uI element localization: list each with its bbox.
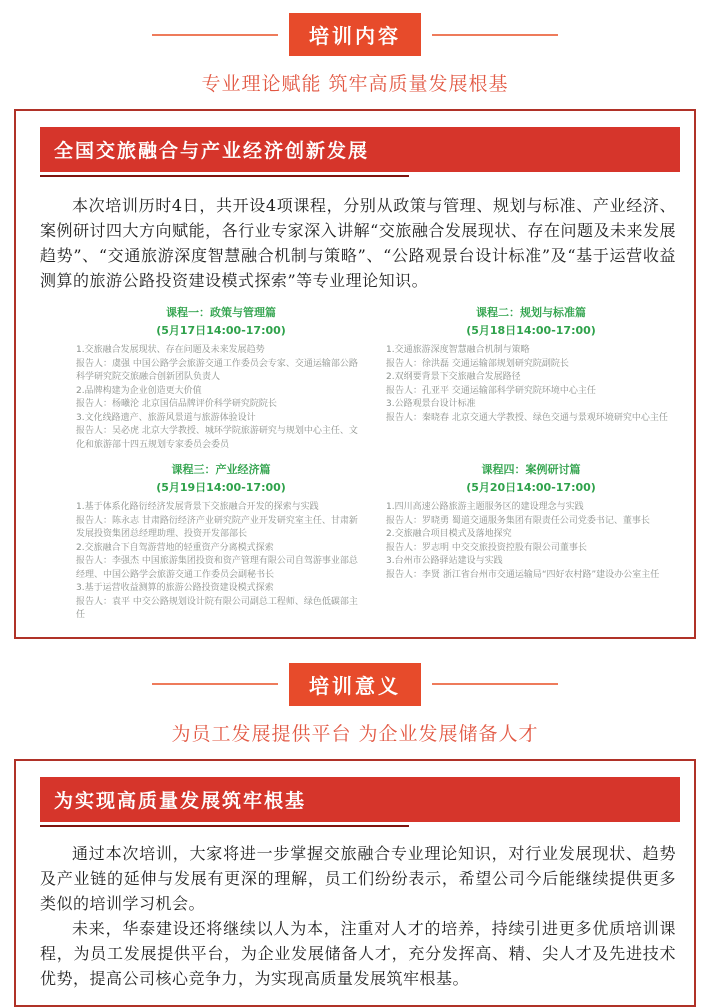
course-line: 1.交旅融合发展现状、存在问题及未来发展趋势 (76, 345, 265, 355)
banner-left-line (152, 34, 278, 36)
course-block-2 (386, 305, 676, 452)
training-intro-paragraph: 本次培训历时4日，共开设4项课程，分别从政策与管理、规划与标准、产业经济、案例研讨四大方向赋能，各行业专家深入讲解“交旅融合发展现状、存在问题及未来发展趋势”、“交通旅游深度智慧融合机制与策略”、“公路观景台设计标准”及“基于运营收益测算的旅游公路投资建设模式探索”等专业理论知识。 (40, 196, 676, 290)
banner-training-content (0, 13, 710, 56)
course-line: 报告人：陈永志 甘肃路衍经济产业研究院产业开发研究室主任、甘肃新发展投资集团总经理助理、投资开发部部长 (76, 515, 358, 539)
course-3-title: 课程三：产业经济篇 (171, 463, 271, 476)
course-line: 报告人：袁平 中交公路规划设计院有限公司副总工程师、绿色低碳部主任 (76, 596, 358, 620)
course-1-lines (76, 344, 366, 452)
course-line: 报告人：李贤 浙江省台州市交通运输局“四好农村路”建设办公室主任 (386, 569, 660, 580)
banner-subtitle-1: 专业理论赋能 筑牢高质量发展根基 (201, 73, 509, 95)
course-line: 2.品牌构建为企业创造更大价值 (76, 385, 202, 396)
card-training-content (14, 109, 696, 639)
course-line: 3.公路观景台设计标准 (386, 399, 476, 409)
course-3-lines (76, 501, 366, 623)
banner-training-significance (0, 663, 710, 706)
course-line: 2.交旅融合项目模式及落地探究 (386, 529, 512, 539)
course-line: 报告人：杨曦沦 北京国信品牌评价科学研究院院长 (76, 399, 277, 409)
course-line: 报告人：徐洪磊 交通运输部规划研究院副院长 (386, 358, 569, 369)
spacer (0, 639, 710, 663)
course-line: 3.文化线路遗产、旅游风景道与旅游体验设计 (76, 412, 256, 423)
course-line: 1.交通旅游深度智慧融合机制与策略 (386, 345, 530, 355)
card-header-1: 全国交旅融合与产业经济创新发展 (40, 127, 680, 172)
course-3-date: (5月19日14:00-17:00) (156, 481, 286, 494)
card-training-significance (14, 759, 696, 1007)
significance-paragraph-2: 未来，华泰建设还将继续以人为本，注重对人才的培养，持续引进更多优质培训课程，为员工发展提供平台，为企业发展储备人才，充分发挥高、精、尖人才及先进技术优势，提高公司核心竞争力，为实现高质量发展筑牢根基。 (40, 918, 676, 988)
course-line: 报告人：秦晓春 北京交通大学教授、绿色交通与景观环境研究中心主任 (386, 412, 668, 423)
course-2-date: (5月18日14:00-17:00) (466, 324, 596, 337)
banner-title-training-significance: 培训意义 (289, 663, 421, 706)
course-line: 2.双纲要背景下交旅融合发展路径 (386, 372, 521, 382)
course-line: 1.四川高速公路旅游主题服务区的建设理念与实践 (386, 502, 584, 512)
course-line: 报告人：罗晓勇 蜀道交通服务集团有限责任公司党委书记、董事长 (386, 515, 650, 526)
course-4-title: 课程四：案例研讨篇 (481, 463, 581, 476)
banner-subtitle-2: 为员工发展提供平台 为企业发展储备人才 (171, 722, 539, 745)
card-header-underline-2 (40, 825, 409, 827)
course-line: 报告人：罗志明 中交交旅投资控股有限公司董事长 (386, 542, 587, 553)
course-block-1 (76, 305, 366, 452)
course-4-lines (386, 501, 676, 582)
course-line: 3.台州市公路驿站建设与实践 (386, 556, 503, 566)
course-1-date: (5月17日14:00-17:00) (156, 324, 286, 337)
course-line: 1.基于体系化路衍经济发展背景下交旅融合开发的探索与实践 (76, 502, 319, 512)
banner-right-line (432, 683, 558, 685)
course-line: 报告人：李强杰 中国旅游集团投资和资产管理有限公司自驾游事业部总经理、中国公路学会旅游交通工作委员会副秘书长 (76, 556, 358, 580)
course-block-4 (386, 462, 676, 623)
significance-paragraph-1: 通过本次培训，大家将进一步掌握交旅融合专业理论知识，对行业发展现状、趋势及产业链的延伸与发展有更深的理解，员工们纷纷表示，希望公司今后能继续提供更多类似的培训学习机会。 (40, 843, 676, 913)
banner-left-line (152, 683, 278, 685)
course-line: 报告人：虞强 中国公路学会旅游交通工作委员会专家、交通运输部公路科学研究院交旅融合创新团队负责人 (76, 358, 358, 382)
course-4-date: (5月20日14:00-17:00) (466, 481, 596, 494)
course-2-lines (386, 344, 676, 425)
course-line: 报告人：孔亚平 交通运输部科学研究院环境中心主任 (386, 385, 596, 396)
course-block-3 (76, 462, 366, 623)
course-line: 报告人：吴必虎 北京大学教授、城环学院旅游研究与规划中心主任、文化和旅游部十四五规划专家委员会委员 (76, 426, 358, 450)
card-header-2: 为实现高质量发展筑牢根基 (40, 777, 680, 822)
banner-right-line (432, 34, 558, 36)
course-line: 3.基于运营收益测算的旅游公路投资建设模式探索 (76, 583, 274, 593)
course-line: 2.交旅融合下自驾游营地的轻重资产分离模式探索 (76, 542, 274, 553)
card-header-underline-1 (40, 175, 409, 177)
course-2-title: 课程二：规划与标准篇 (476, 306, 586, 319)
course-schedule-grid (76, 305, 676, 623)
course-1-title: 课程一：政策与管理篇 (166, 306, 276, 319)
banner-title-training-content: 培训内容 (289, 13, 421, 56)
